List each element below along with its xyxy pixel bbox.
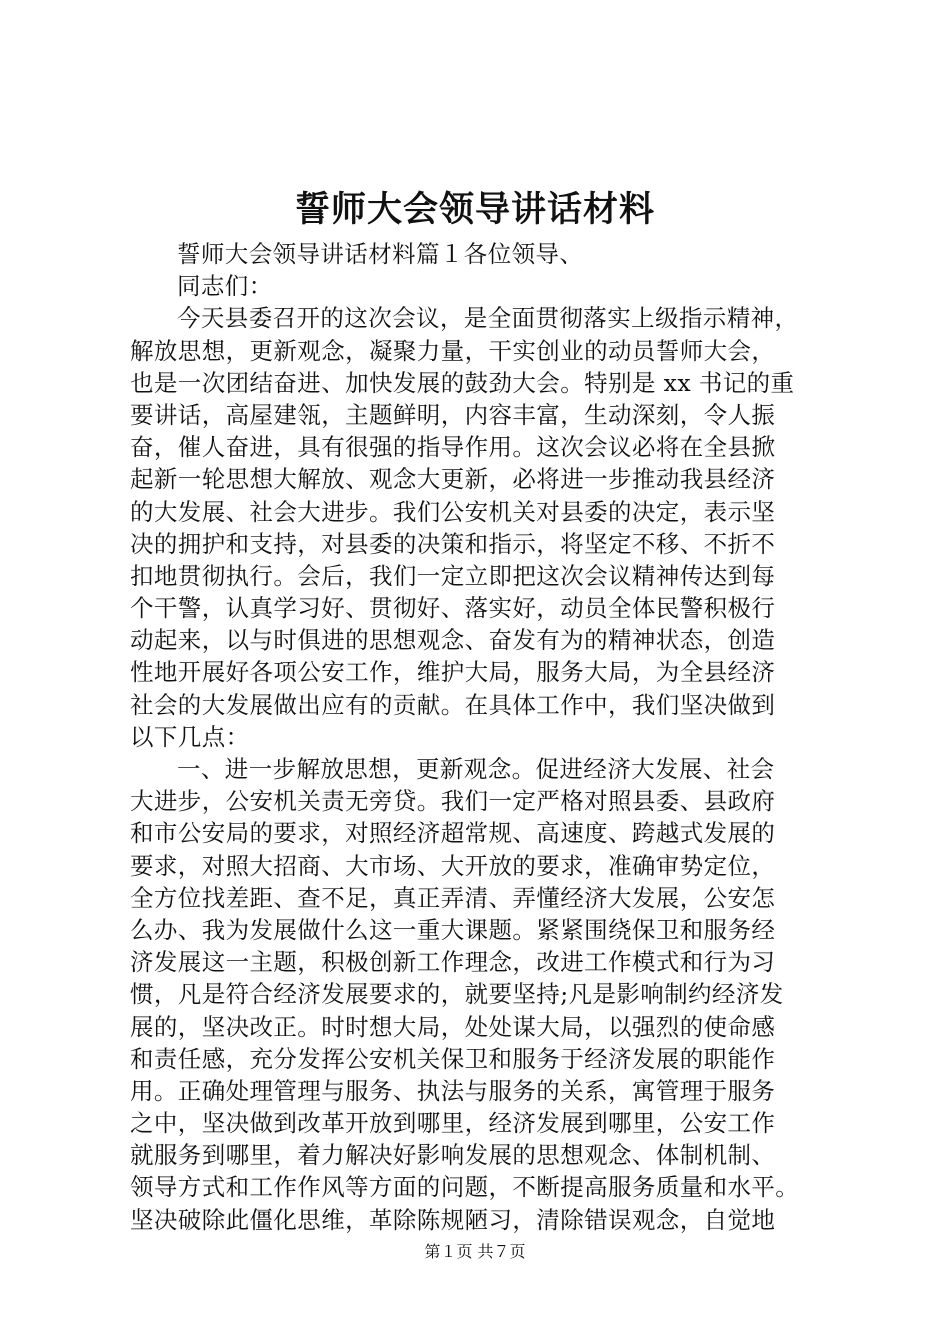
paragraph-line: 性地开展好各项公安工作，维护大局，服务大局，为全县经济 (130, 658, 776, 687)
document-body (130, 238, 842, 1236)
paragraph-line: 就服务到哪里，着力解决好影响发展的思想观念、体制机制、 (130, 1141, 776, 1170)
paragraph-line: 要讲话，高屋建瓴，主题鲜明，内容丰富，生动深刻，令人振 (130, 400, 776, 429)
paragraph-line: 解放思想，更新观念，凝聚力量，干实创业的动员誓师大会， (130, 336, 776, 365)
paragraph-line: 起新一轮思想大解放、观念大更新，必将进一步推动我县经济 (130, 465, 776, 494)
paragraph-line: 奋，催人奋进，具有很强的指导作用。这次会议必将在全县掀 (130, 433, 776, 462)
paragraph-line: 以下几点： (130, 722, 250, 751)
paragraph-line: 济发展这一主题，积极创新工作理念，改进工作模式和行为习 (130, 948, 776, 977)
paragraph-line: 社会的大发展做出应有的贡献。在具体工作中，我们坚决做到 (130, 690, 776, 719)
paragraph-line: 也是一次团结奋进、加快发展的鼓劲大会。特别是 xx 书记的重 (130, 368, 795, 397)
paragraph-line: 要求，对照大招商、大市场、大开放的要求，准确审势定位， (130, 851, 776, 880)
paragraph-line: 么办、我为发展做什么这一重大课题。紧紧围绕保卫和服务经 (130, 915, 776, 944)
paragraph-line: 惯，凡是符合经济发展要求的，就要坚持;凡是影响制约经济发 (130, 980, 784, 1009)
paragraph-line: 和责任感，充分发挥公安机关保卫和服务于经济发展的职能作 (130, 1044, 776, 1073)
paragraph-line: 同志们： (177, 272, 273, 301)
paragraph-line: 之中，坚决做到改革开放到哪里，经济发展到哪里，公安工作 (130, 1109, 776, 1138)
paragraph-line: 誓师大会领导讲话材料篇１各位领导、 (177, 240, 584, 268)
paragraph-line: 坚决破除此僵化思维，革除陈规陋习，清除错误观念，自觉地 (130, 1205, 776, 1234)
paragraph-line: 的大发展、社会大进步。我们公安机关对县委的决定，表示坚 (130, 497, 776, 526)
paragraph-line: 一、进一步解放思想，更新观念。促进经济大发展、社会 (177, 755, 775, 783)
paragraph-line: 领导方式和工作作风等方面的问题，不断提高服务质量和水平。 (130, 1173, 800, 1202)
paragraph-line: 大进步，公安机关责无旁贷。我们一定严格对照县委、县政府 (130, 787, 776, 816)
paragraph-line: 全方位找差距、查不足，真正弄清、弄懂经济大发展，公安怎 (130, 883, 776, 912)
paragraph-line: 今天县委召开的这次会议，是全面贯彻落实上级指示精神， (177, 304, 799, 333)
paragraph-line: 决的拥护和支持，对县委的决策和指示，将坚定不移、不折不 (130, 529, 776, 558)
paragraph-line: 用。正确处理管理与服务、执法与服务的关系，寓管理于服务 (130, 1076, 776, 1105)
paragraph-line: 扣地贯彻执行。会后，我们一定立即把这次会议精神传达到每 (130, 561, 776, 590)
paragraph-line: 个干警，认真学习好、贯彻好、落实好，动员全体民警积极行 (130, 594, 776, 623)
paragraph-line: 和市公安局的要求，对照经济超常规、高速度、跨越式发展的 (130, 819, 776, 848)
paragraph-line: 展的，坚决改正。时时想大局，处处谋大局，以强烈的使命感 (130, 1012, 776, 1041)
document-title: 誓师大会领导讲话材料 (294, 189, 655, 230)
paragraph-line: 动起来，以与时俱进的思想观念、奋发有为的精神状态，创造 (130, 626, 776, 655)
page-footer: 第１页 共７页 (424, 1242, 526, 1261)
